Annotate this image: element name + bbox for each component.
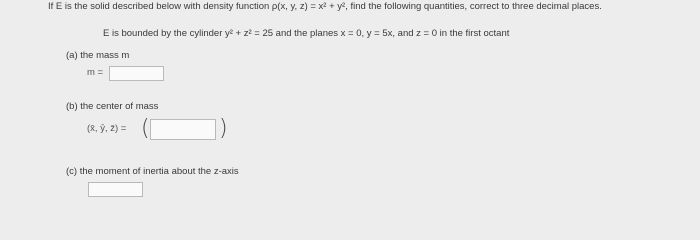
part-a-label: (a) the mass m [66, 50, 130, 61]
problem-boundary: E is bounded by the cylinder y² + z² = 25 and the planes x = 0, y = 5x, and z = 0 in the first octant [103, 28, 510, 39]
part-b-label: (b) the center of mass [66, 101, 159, 112]
part-c-label: (c) the moment of inertia about the z-axis [66, 166, 239, 177]
mass-equation-label: m = [87, 67, 104, 78]
left-paren: ( [141, 116, 150, 141]
moment-of-inertia-answer-input[interactable] [88, 182, 143, 197]
mass-answer-input[interactable] [109, 66, 164, 81]
center-of-mass-answer-input[interactable] [150, 119, 216, 140]
problem-intro: If E is the solid described below with density function ρ(x, y, z) = x² + y², find the following quantities, correct to three decimal places. [48, 1, 602, 12]
center-of-mass-equation-label: (x̄, ȳ, z̄) = [87, 123, 127, 134]
right-paren: ) [219, 116, 228, 141]
